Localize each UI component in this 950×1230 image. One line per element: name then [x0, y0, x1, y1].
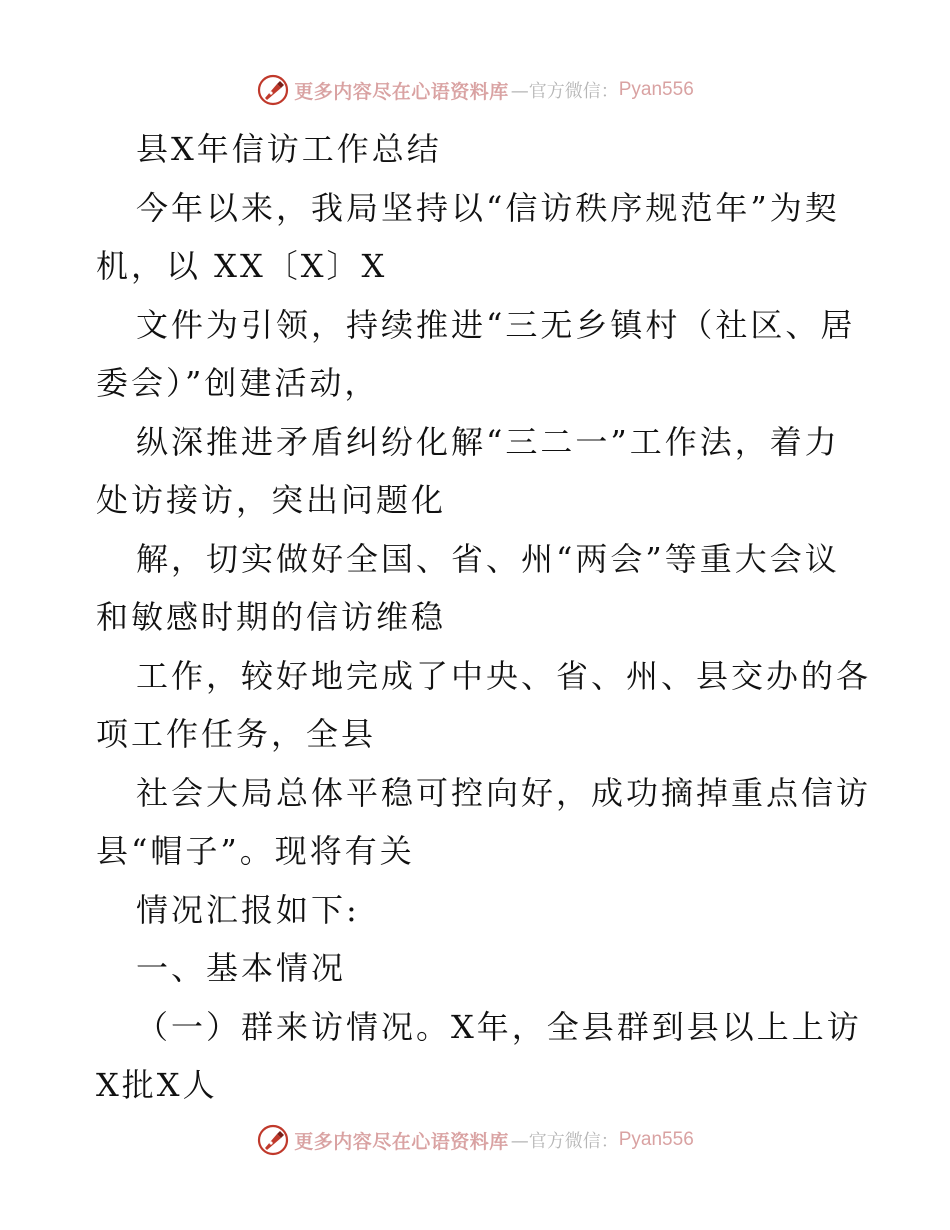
paragraph-line: 解，切实做好全国、省、州“两会”等重大会议: [136, 539, 840, 578]
paragraph-line: 县“帽子”。现将有关: [96, 832, 415, 870]
watermark-main-text: 更多内容尽在心语资料库: [294, 1130, 509, 1153]
paragraph-line: 处访接访，突出问题化: [96, 481, 447, 519]
watermark-wechat-id: Pyan556: [618, 79, 694, 100]
paragraph-line: 纵深推进矛盾纠纷化解“三二一”工作法，着力: [136, 422, 840, 461]
watermark-sub-text: —官方微信：: [510, 1131, 619, 1152]
document-body: [96, 120, 872, 1115]
pen-nib-logo-icon: [256, 73, 290, 107]
watermark-sub-text: —官方微信：: [510, 81, 619, 102]
paragraph-line: 项工作任务，全县: [96, 715, 377, 753]
watermark-banner-top: [0, 70, 950, 110]
pen-nib-logo-icon: [256, 1123, 290, 1157]
subsection-line: （一）群来访情况。X年，全县群到县以上上访: [136, 1007, 862, 1046]
paragraph-line: 今年以来，我局坚持以“信访秩序规范年”为契: [136, 188, 840, 227]
paragraph-line: 委会）”创建活动，: [96, 364, 380, 402]
document-title: 县X年信访工作总结: [136, 130, 442, 168]
paragraph-line: 文件为引领，持续推进“三无乡镇村（社区、居: [136, 305, 856, 344]
paragraph-line: X批X人: [96, 1066, 218, 1104]
paragraph-line: 社会大局总体平稳可控向好，成功摘掉重点信访: [136, 773, 872, 812]
watermark-wechat-id: Pyan556: [618, 1129, 694, 1150]
paragraph-line: 机，以 XX〔X〕X: [96, 247, 388, 285]
watermark-main-text: 更多内容尽在心语资料库: [294, 80, 509, 103]
paragraph-line: 情况汇报如下:: [136, 890, 360, 929]
section-heading: 一、基本情况: [136, 949, 347, 987]
watermark-banner-bottom: [0, 1120, 950, 1160]
paragraph-line: 和敏感时期的信访维稳: [96, 598, 447, 636]
paragraph-line: 工作，较好地完成了中央、省、州、县交办的各: [136, 656, 872, 695]
